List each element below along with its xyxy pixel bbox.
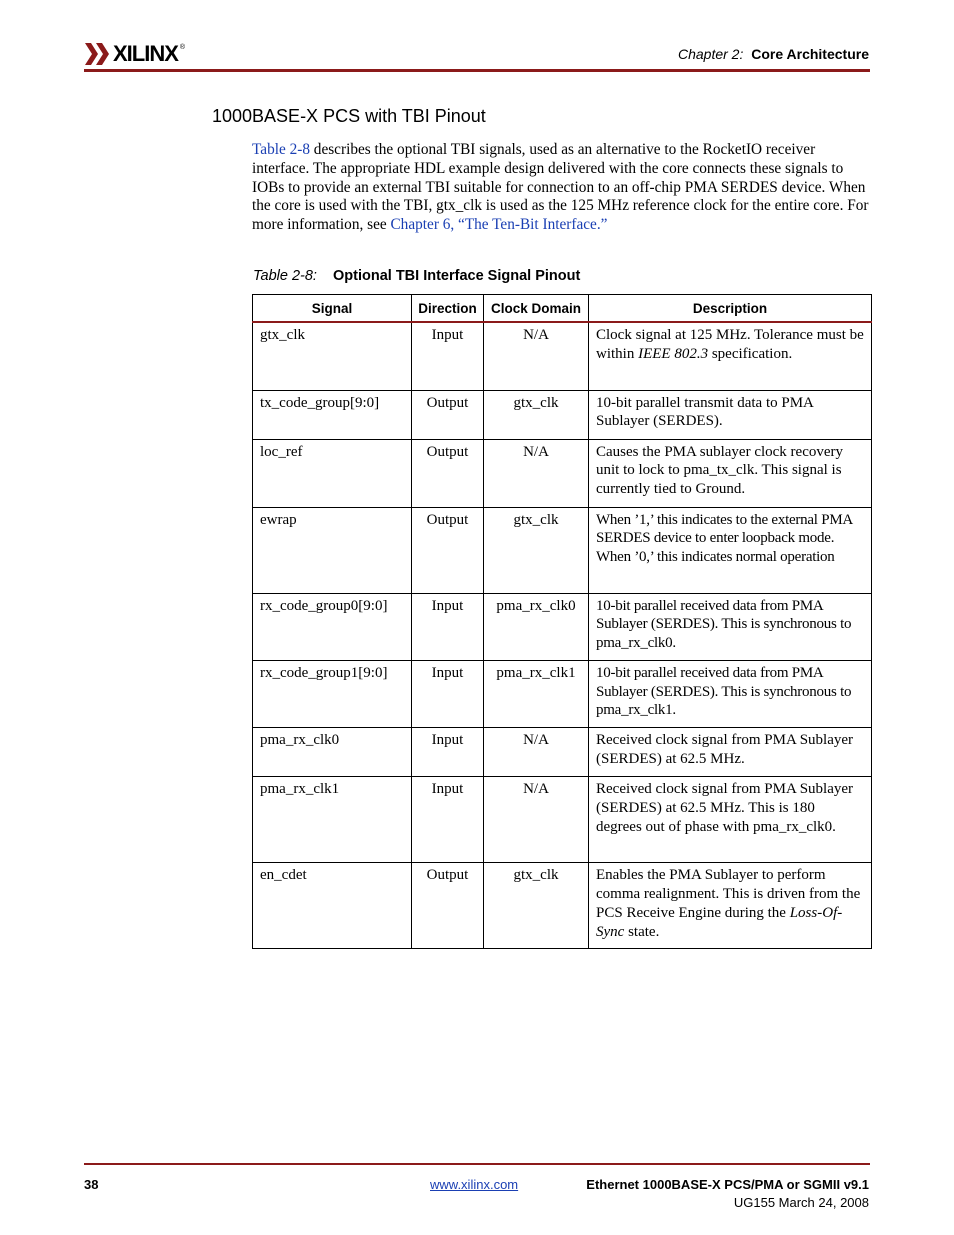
signal-cell: pma_rx_clk0 xyxy=(253,728,412,777)
table-row xyxy=(253,593,872,660)
description-cell: 10-bit parallel transmit data to PMA Sublayer (SERDES). xyxy=(589,390,872,439)
clock-domain-cell: pma_rx_clk1 xyxy=(484,660,589,727)
footer-url-link[interactable]: www.xilinx.com xyxy=(430,1177,519,1192)
direction-cell: Output xyxy=(412,507,484,593)
table-row xyxy=(253,660,872,727)
direction-cell: Input xyxy=(412,322,484,390)
signal-pinout-table xyxy=(252,294,872,949)
direction-cell: Output xyxy=(412,863,484,949)
direction-cell: Input xyxy=(412,593,484,660)
logo-registered-mark: ® xyxy=(179,44,186,51)
chapter-6-link[interactable]: Chapter 6, “The Ten-Bit Interface.” xyxy=(390,216,608,234)
intro-paragraph xyxy=(252,141,872,235)
clock-domain-cell: N/A xyxy=(484,322,589,390)
direction-cell: Output xyxy=(412,439,484,507)
table-2-8-link[interactable]: Table 2-8 xyxy=(252,141,310,158)
description-cell: Received clock signal from PMA Sublayer (SERDES) at 62.5 MHz. This is 180 degrees out of phase with pma_rx_clk0. xyxy=(589,777,872,863)
signal-cell: rx_code_group1[9:0] xyxy=(253,660,412,727)
table-caption xyxy=(253,268,580,284)
chapter-header xyxy=(678,46,869,62)
description-text: Clock signal at 125 MHz. Tolerance must be within xyxy=(596,327,864,362)
description-cell: 10-bit parallel received data from PMA Sublayer (SERDES). This is synchronous to pma_rx_clk0. xyxy=(589,593,872,660)
signal-cell: gtx_clk xyxy=(253,322,412,390)
clock-domain-cell: gtx_clk xyxy=(484,507,589,593)
clock-domain-cell: N/A xyxy=(484,777,589,863)
description-emphasis: Loss-Of-Sync xyxy=(596,904,843,940)
direction-cell: Input xyxy=(412,660,484,727)
chapter-label: Chapter 2: xyxy=(677,46,744,62)
table-row xyxy=(253,322,872,390)
signal-cell: en_cdet xyxy=(253,863,412,949)
table-row xyxy=(253,390,872,439)
intro-text: describes the optional TBI signals, used as an alternative to the RocketIO receiver interface. The appropriate HDL example design delivered with the core connects these signals to IOBs to provide an external TBI suitable for connection to an off-chip PMA SERDES device. When the core is used with the TBI, gtx_clk is used as the 125 MHz reference clock for the entire core. For more information, see xyxy=(252,141,869,234)
description-text: Enables the PMA Sublayer to perform comma realignment. This is driven from the PCS Receive Engine during the xyxy=(596,867,861,921)
chapter-title: Core Architecture xyxy=(751,46,869,62)
header-signal: Signal xyxy=(253,295,412,323)
footer-doc-id-date: UG155 March 24, 2008 xyxy=(733,1195,869,1210)
header-clock-domain: Clock Domain xyxy=(484,295,589,323)
footer-doc-title: Ethernet 1000BASE-X PCS/PMA or SGMII v9.1 xyxy=(586,1177,869,1192)
table-row xyxy=(253,439,872,507)
clock-domain-cell: gtx_clk xyxy=(484,863,589,949)
clock-domain-cell: N/A xyxy=(484,439,589,507)
xilinx-logo-icon xyxy=(84,42,110,66)
table-caption-title: Optional TBI Interface Signal Pinout xyxy=(333,268,581,284)
header-rule xyxy=(84,69,870,72)
description-cell xyxy=(589,322,872,390)
signal-cell: loc_ref xyxy=(253,439,412,507)
table-row xyxy=(253,777,872,863)
header-description: Description xyxy=(589,295,872,323)
description-cell: Causes the PMA sublayer clock recovery unit to lock to pma_tx_clk. This signal is currently tied to Ground. xyxy=(589,439,872,507)
signal-cell: ewrap xyxy=(253,507,412,593)
description-cell xyxy=(589,863,872,949)
clock-domain-cell: pma_rx_clk0 xyxy=(484,593,589,660)
description-cell: 10-bit parallel received data from PMA Sublayer (SERDES). This is synchronous to pma_rx_clk1. xyxy=(589,660,872,727)
clock-domain-cell: N/A xyxy=(484,728,589,777)
description-cell: Received clock signal from PMA Sublayer (SERDES) at 62.5 MHz. xyxy=(589,728,872,777)
table-row xyxy=(253,863,872,949)
xilinx-logo xyxy=(84,40,185,68)
signal-cell: rx_code_group0[9:0] xyxy=(253,593,412,660)
header-direction: Direction xyxy=(412,295,484,323)
table-caption-number: Table 2-8: xyxy=(253,268,317,284)
footer-document-info xyxy=(586,1176,869,1212)
description-text-end: specification. xyxy=(708,345,793,362)
direction-cell: Input xyxy=(412,728,484,777)
logo-text: XILINX xyxy=(113,41,178,66)
table-row xyxy=(253,728,872,777)
signal-cell: tx_code_group[9:0] xyxy=(253,390,412,439)
section-heading: 1000BASE-X PCS with TBI Pinout xyxy=(212,106,486,126)
direction-cell: Input xyxy=(412,777,484,863)
direction-cell: Output xyxy=(412,390,484,439)
description-cell: When ’1,’ this indicates to the external PMA SERDES device to enter loopback mode. When ’0,’ this indicates normal operation xyxy=(589,507,872,593)
table-header-row xyxy=(253,295,872,323)
table-row xyxy=(253,507,872,593)
signal-cell: pma_rx_clk1 xyxy=(253,777,412,863)
page-number: 38 xyxy=(84,1177,99,1192)
clock-domain-cell: gtx_clk xyxy=(484,390,589,439)
description-text-end: state. xyxy=(624,923,660,940)
description-emphasis: IEEE 802.3 xyxy=(638,345,709,362)
footer-rule xyxy=(84,1163,870,1165)
